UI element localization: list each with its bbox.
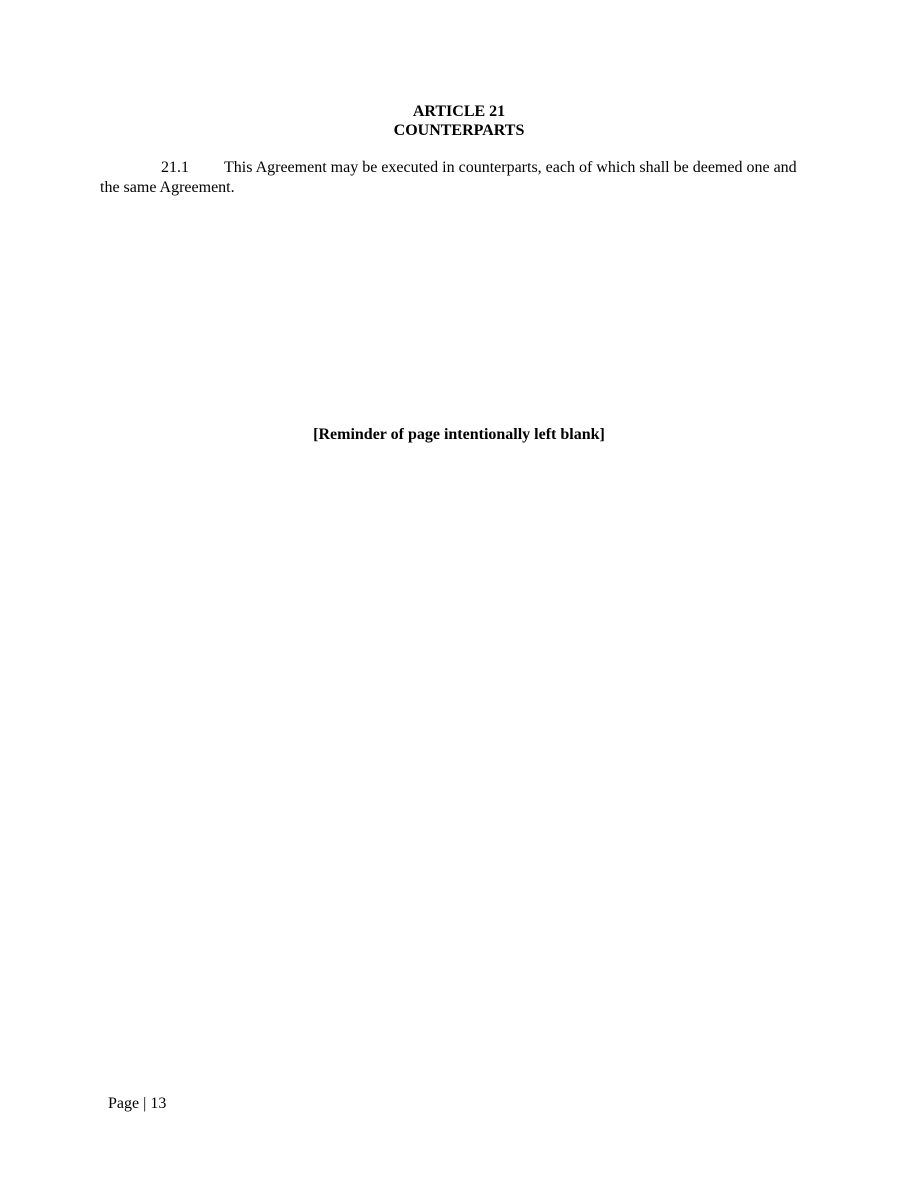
article-title-heading: COUNTERPARTS (393, 122, 525, 139)
clause-paragraph (100, 158, 820, 198)
intentionally-blank-note: [Reminder of page intentionally left blank] (313, 426, 605, 443)
article-number-heading: ARTICLE 21 (412, 103, 506, 120)
footer-page-number: 13 (150, 1095, 167, 1112)
footer-page-label: Page (108, 1095, 140, 1112)
clause-text: This Agreement may be executed in counterparts, each of which shall be deemed one and the same Agreement. (100, 159, 797, 196)
footer-separator: | (143, 1095, 147, 1112)
clause-number: 21.1 (161, 159, 189, 176)
page-footer (108, 1094, 166, 1114)
